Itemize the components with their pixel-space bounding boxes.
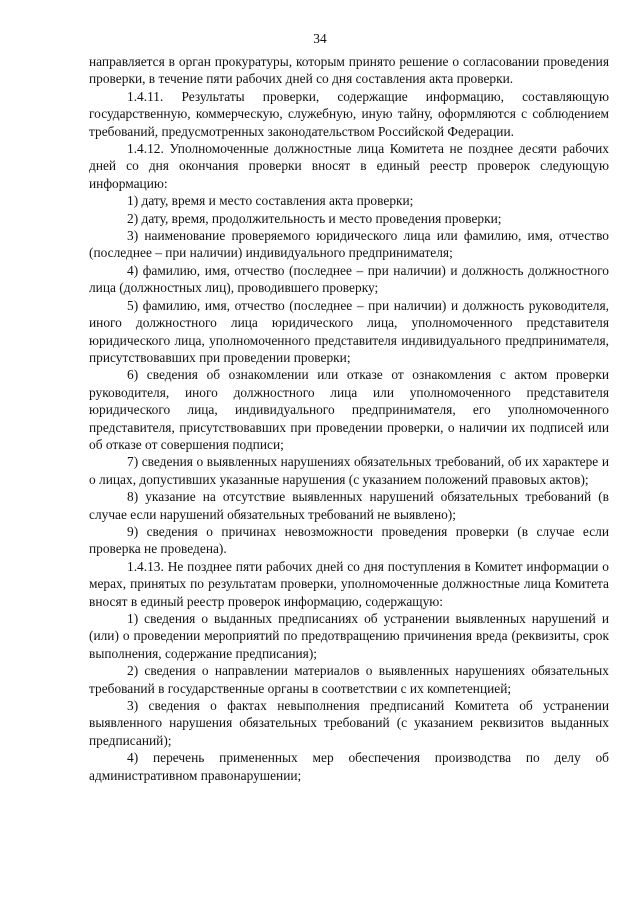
paragraph: 1.4.13. Не позднее пяти рабочих дней со дня поступления в Комитет информации о мерах, принятых по результатам проверки, уполномоченные должностные лица Комитета вносят в единый реестр проверок информацию, содержащую: <box>89 558 609 609</box>
list-item: 8) указание на отсутствие выявленных нарушений обязательных требований (в случае если нарушений обязательных требований не выявлено); <box>89 489 609 522</box>
list-item: 4) перечень примененных мер обеспечения производства по делу об административном правонарушении; <box>89 750 609 783</box>
list-item: 2) сведения о направлении материалов о выявленных нарушениях обязательных требований в государственные органы в соответствии с их компетенцией; <box>89 663 609 696</box>
list-item: 5) фамилию, имя, отчество (последнее – при наличии) и должность руководителя, иного должностного лица юридического лица, уполномоченного представителя юридического лица, уполномоченного представителя индивидуального предпринимателя, присутствовавших при проведении проверки; <box>89 297 609 365</box>
list-item: 1) дату, время и место составления акта проверки; <box>127 193 414 209</box>
paragraph: 1.4.11. Результаты проверки, содержащие информацию, составляющую государственную, коммерческую, служебную, иную тайну, оформляются с соблюдением требований, предусмотренных законодательством Российской Федерации. <box>89 88 609 139</box>
list-item: 4) фамилию, имя, отчество (последнее – при наличии) и должность должностного лица (должностных лиц), проводившего проверку; <box>89 262 609 296</box>
list-item: 9) сведения о причинах невозможности проведения проверки (в случае если проверка не проведена). <box>89 523 609 557</box>
paragraph: направляется в орган прокуратуры, которым принято решение о согласовании проведения проверки, в течение пяти рабочих дней со дня составления акта проверки. <box>89 54 609 87</box>
list-item: 1) сведения о выданных предписаниях об устранении выявленных нарушений и (или) о проведении мероприятий по предотвращению причинения вреда (реквизиты, срок выполнения, содержание предписания); <box>89 611 609 661</box>
list-item: 2) дату, время, продолжительность и место проведения проверки; <box>127 210 502 226</box>
list-item: 3) наименование проверяемого юридического лица или фамилию, имя, отчество (последнее – при наличии) индивидуального предпринимателя; <box>89 228 609 261</box>
body-text <box>89 53 609 784</box>
paragraph: 1.4.12. Уполномоченные должностные лица Комитета не позднее десяти рабочих дней со дня окончания проверки вносят в единый реестр проверок следующую информацию: <box>89 141 609 191</box>
list-item: 7) сведения о выявленных нарушениях обязательных требований, об их характере и о лицах, допустивших указанные нарушения (с указанием положений правовых актов); <box>89 454 609 487</box>
list-item: 3) сведения о фактах невыполнения предписаний Комитета об устранении выявленного нарушения обязательных требований (с указанием реквизитов выданных предписаний); <box>89 698 609 748</box>
page-number: 34 <box>313 31 327 46</box>
list-item: 6) сведения об ознакомлении или отказе от ознакомления с актом проверки руководителя, иного должностного лица или уполномоченного представителя юридического лица, индивидуального предпринимателя, его уполномоченного представителя, присутствовавших при проведении проверки, о наличии их подписей или об отказе от совершения подписи; <box>89 367 609 452</box>
